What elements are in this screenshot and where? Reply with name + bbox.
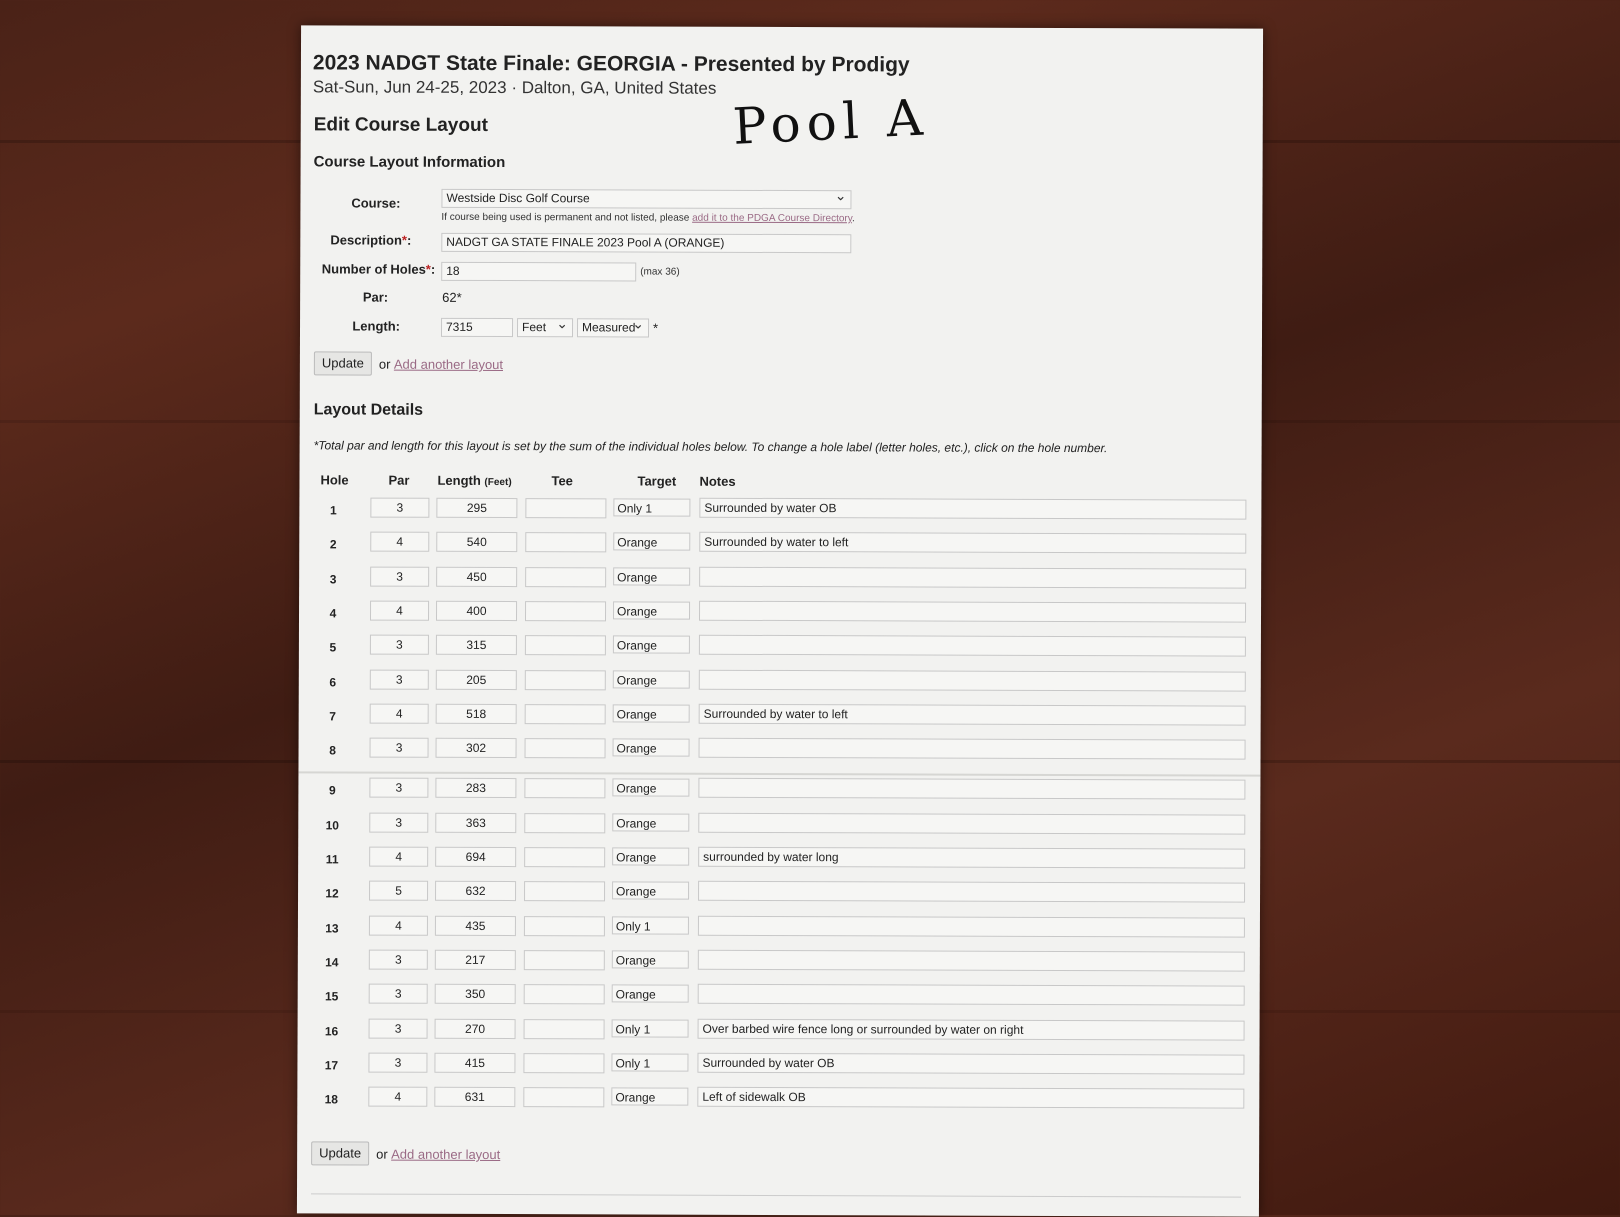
col-length-unit: (Feet): [484, 476, 512, 489]
target-input[interactable]: Only 1: [611, 1053, 688, 1071]
target-input[interactable]: Orange: [612, 882, 689, 900]
tee-input[interactable]: [525, 601, 606, 621]
length-input[interactable]: 295: [436, 498, 517, 518]
par-input[interactable]: 4: [370, 600, 429, 620]
notes-input[interactable]: [699, 669, 1246, 691]
hole-number-link[interactable]: 18: [324, 1092, 339, 1107]
tee-input[interactable]: [524, 950, 605, 970]
notes-input[interactable]: [698, 915, 1245, 937]
length-input[interactable]: 283: [435, 778, 516, 798]
target-input[interactable]: Orange: [612, 985, 689, 1003]
table-row: [297, 1050, 1259, 1087]
update-button[interactable]: Update: [314, 351, 372, 375]
table-row: [299, 564, 1261, 601]
length-input[interactable]: 315: [436, 635, 517, 655]
length-input[interactable]: 450: [436, 566, 517, 586]
hole-number-link[interactable]: 13: [325, 921, 339, 936]
holes-max-hint: (max 36): [640, 266, 680, 278]
par-input[interactable]: 3: [369, 984, 428, 1004]
tee-input[interactable]: [524, 881, 605, 901]
par-input[interactable]: 3: [370, 669, 429, 689]
tee-input[interactable]: [524, 847, 605, 867]
target-input[interactable]: Orange: [613, 636, 690, 654]
table-row: [298, 947, 1260, 984]
length-label: Length:: [352, 318, 401, 334]
col-notes-header: Notes: [699, 473, 736, 489]
length-input[interactable]: 363: [435, 812, 516, 832]
hole-number-link[interactable]: 16: [324, 1023, 339, 1038]
par-input[interactable]: 3: [369, 812, 428, 832]
course-help-text: [441, 212, 854, 224]
notes-input[interactable]: Surrounded by water OB: [699, 498, 1246, 520]
target-input[interactable]: Orange: [613, 567, 690, 585]
length-input[interactable]: 540: [436, 532, 517, 552]
table-row: [298, 735, 1260, 772]
par-value: 62*: [442, 289, 462, 305]
tee-input[interactable]: [525, 567, 606, 587]
length-unit-value: Feet: [521, 320, 547, 335]
length-input[interactable]: 350: [435, 984, 516, 1004]
length-input[interactable]: 694: [435, 847, 516, 867]
table-row: [299, 633, 1261, 670]
length-input[interactable]: [441, 318, 513, 337]
required-marker: *: [425, 261, 431, 277]
length-input[interactable]: 217: [435, 950, 516, 970]
target-input[interactable]: Orange: [612, 779, 689, 797]
length-input[interactable]: 435: [435, 915, 516, 935]
col-hole-header: Hole: [320, 472, 349, 488]
holes-label: [315, 261, 435, 276]
length-method-select[interactable]: [577, 318, 649, 337]
length-input[interactable]: 400: [436, 601, 517, 621]
col-length-label: Length: [437, 472, 481, 488]
target-input[interactable]: Orange: [613, 704, 690, 722]
hole-number-link[interactable]: 3: [329, 572, 337, 587]
notes-input[interactable]: [698, 778, 1245, 800]
par-input[interactable]: 4: [368, 1087, 427, 1107]
layout-note: *Total par and length for this layout is set by the sum of the individual holes below. To change a hole label (letter holes, etc.), click on the hole number.: [313, 438, 1108, 456]
description-label-text: Description: [330, 232, 402, 248]
notes-input[interactable]: [698, 950, 1245, 972]
target-input[interactable]: Orange: [611, 1088, 688, 1106]
table-row: [298, 982, 1260, 1019]
col-target-header: Target: [637, 473, 677, 489]
tee-input[interactable]: [525, 670, 606, 690]
tee-input[interactable]: [523, 1053, 604, 1073]
table-row: [299, 495, 1261, 532]
required-marker: *: [401, 232, 408, 248]
par-input[interactable]: 4: [369, 847, 428, 867]
par-input[interactable]: 4: [370, 703, 429, 723]
course-help-suffix: .: [851, 213, 855, 225]
par-input[interactable]: 3: [369, 778, 428, 798]
par-input[interactable]: 3: [370, 498, 429, 518]
tee-input[interactable]: [524, 1019, 605, 1039]
holes-colon: :: [430, 261, 436, 277]
table-row: [299, 701, 1261, 738]
notes-input[interactable]: Surrounded by water to left: [699, 532, 1246, 554]
hole-number-link[interactable]: 6: [329, 674, 337, 689]
footer-divider: [311, 1193, 1241, 1197]
target-input[interactable]: Only 1: [612, 916, 689, 934]
target-input[interactable]: Orange: [613, 739, 690, 757]
par-input[interactable]: 3: [369, 1018, 428, 1038]
page-heading: Edit Course Layout: [313, 114, 488, 136]
table-row: [299, 530, 1261, 567]
table-row: [298, 810, 1260, 847]
hole-number-link[interactable]: 9: [329, 783, 336, 798]
tee-input[interactable]: [524, 813, 605, 833]
length-input[interactable]: 631: [434, 1087, 515, 1107]
tee-input[interactable]: [525, 704, 606, 724]
notes-input[interactable]: Surrounded by water to left: [699, 704, 1246, 726]
target-input[interactable]: Orange: [612, 813, 689, 831]
table-row: [298, 776, 1260, 813]
table-row: [298, 1016, 1260, 1053]
hole-number-link[interactable]: 15: [324, 989, 339, 1004]
hole-number-link[interactable]: 5: [329, 640, 337, 655]
event-title: 2023 NADGT State Finale: GEORGIA - Presented by Prodigy: [312, 51, 910, 77]
col-length-header: [437, 473, 511, 488]
notes-input[interactable]: [699, 738, 1246, 760]
table-row: [299, 667, 1261, 704]
hole-number-link[interactable]: 7: [329, 709, 337, 724]
notes-input[interactable]: Surrounded by water OB: [697, 1053, 1244, 1075]
holes-input[interactable]: [441, 262, 636, 282]
course-label: Course:: [351, 195, 401, 211]
table-row: [297, 1084, 1259, 1121]
par-input[interactable]: 4: [370, 532, 429, 552]
length-input[interactable]: 518: [436, 704, 517, 724]
event-subtitle: Sat-Sun, Jun 24-25, 2023 · Dalton, GA, United States: [312, 77, 717, 98]
holes-input-value: 18: [446, 263, 460, 278]
tee-input[interactable]: [524, 984, 605, 1004]
tee-input[interactable]: [525, 532, 606, 552]
length-input[interactable]: 415: [434, 1053, 515, 1073]
hole-number-link[interactable]: 10: [325, 818, 339, 833]
length-input[interactable]: 302: [436, 738, 517, 758]
length-input[interactable]: 632: [435, 881, 516, 901]
hole-number-link[interactable]: 12: [325, 886, 339, 901]
hole-number-link[interactable]: 14: [325, 955, 339, 970]
length-required-star: *: [652, 320, 659, 336]
target-input[interactable]: Only 1: [612, 1019, 689, 1037]
table-row: [298, 879, 1260, 916]
par-label: Par:: [362, 289, 389, 305]
col-par-header: Par: [388, 472, 410, 488]
hole-number-link[interactable]: 4: [329, 606, 337, 621]
notes-input[interactable]: [699, 566, 1246, 588]
hole-number-link[interactable]: 17: [324, 1058, 339, 1073]
length-input-value: 7315: [446, 319, 473, 334]
info-heading: Course Layout Information: [313, 153, 506, 172]
notes-input[interactable]: surrounded by water long: [698, 847, 1245, 869]
holes-label-text: Number of Holes: [321, 261, 426, 277]
table-row: [298, 844, 1260, 881]
length-unit-select[interactable]: [517, 318, 573, 337]
tee-input[interactable]: [524, 778, 605, 798]
target-input[interactable]: Orange: [613, 533, 690, 551]
target-input[interactable]: Orange: [613, 601, 690, 619]
hole-number-link[interactable]: 11: [325, 852, 339, 867]
par-input[interactable]: 3: [368, 1052, 427, 1072]
notes-input[interactable]: Over barbed wire fence long or surrounded by water on right: [698, 1018, 1245, 1040]
notes-input[interactable]: [698, 984, 1245, 1006]
or-text-bottom: or: [376, 1146, 388, 1162]
course-help-prefix: If course being used is permanent and not listed, please: [441, 211, 693, 224]
description-label: [301, 232, 411, 247]
table-row: [299, 598, 1261, 635]
tee-input[interactable]: [525, 635, 606, 655]
target-input[interactable]: Orange: [612, 847, 689, 865]
tee-input[interactable]: [523, 1087, 604, 1107]
notes-input[interactable]: [699, 601, 1246, 623]
description-colon: :: [406, 232, 412, 248]
notes-input[interactable]: [699, 635, 1246, 657]
tee-input[interactable]: [524, 916, 605, 936]
length-input[interactable]: 205: [436, 669, 517, 689]
add-layout-link-bottom[interactable]: Add another layout: [391, 1146, 501, 1163]
description-input-value: NADGT GA STATE FINALE 2023 Pool A (ORANGE): [446, 234, 725, 250]
par-input[interactable]: 3: [370, 738, 429, 758]
table-row: [298, 913, 1260, 950]
notes-input[interactable]: Left of sidewalk OB: [697, 1087, 1244, 1109]
col-tee-header: Tee: [551, 473, 573, 489]
course-select-value: Westside Disc Golf Course: [446, 190, 590, 206]
target-input[interactable]: Orange: [613, 670, 690, 688]
layout-heading: Layout Details: [313, 401, 424, 419]
hole-number-link[interactable]: 2: [329, 537, 337, 552]
length-input[interactable]: 270: [435, 1018, 516, 1038]
update-button-bottom[interactable]: Update: [311, 1141, 369, 1165]
or-text: or: [378, 356, 391, 372]
tee-input[interactable]: [525, 738, 606, 758]
course-select[interactable]: [441, 189, 851, 209]
printed-page: [297, 25, 1263, 1216]
description-input[interactable]: [441, 233, 851, 253]
handwritten-pool-label: Pool A: [731, 88, 930, 156]
par-input[interactable]: 3: [370, 566, 429, 586]
hole-number-link[interactable]: 1: [330, 503, 337, 518]
target-input[interactable]: Orange: [612, 950, 689, 968]
notes-input[interactable]: [698, 812, 1245, 834]
par-input[interactable]: 4: [369, 915, 428, 935]
par-input[interactable]: 5: [369, 881, 428, 901]
notes-input[interactable]: [698, 881, 1245, 903]
add-layout-link[interactable]: Add another layout: [393, 356, 504, 373]
pdga-directory-link[interactable]: add it to the PDGA Course Directory: [692, 212, 853, 225]
tee-input[interactable]: [525, 498, 606, 518]
hole-number-link[interactable]: 8: [329, 743, 336, 758]
par-input[interactable]: 3: [370, 635, 429, 655]
par-input[interactable]: 3: [369, 949, 428, 969]
target-input[interactable]: Only 1: [613, 498, 690, 516]
length-method-value: Measured: [581, 320, 636, 335]
